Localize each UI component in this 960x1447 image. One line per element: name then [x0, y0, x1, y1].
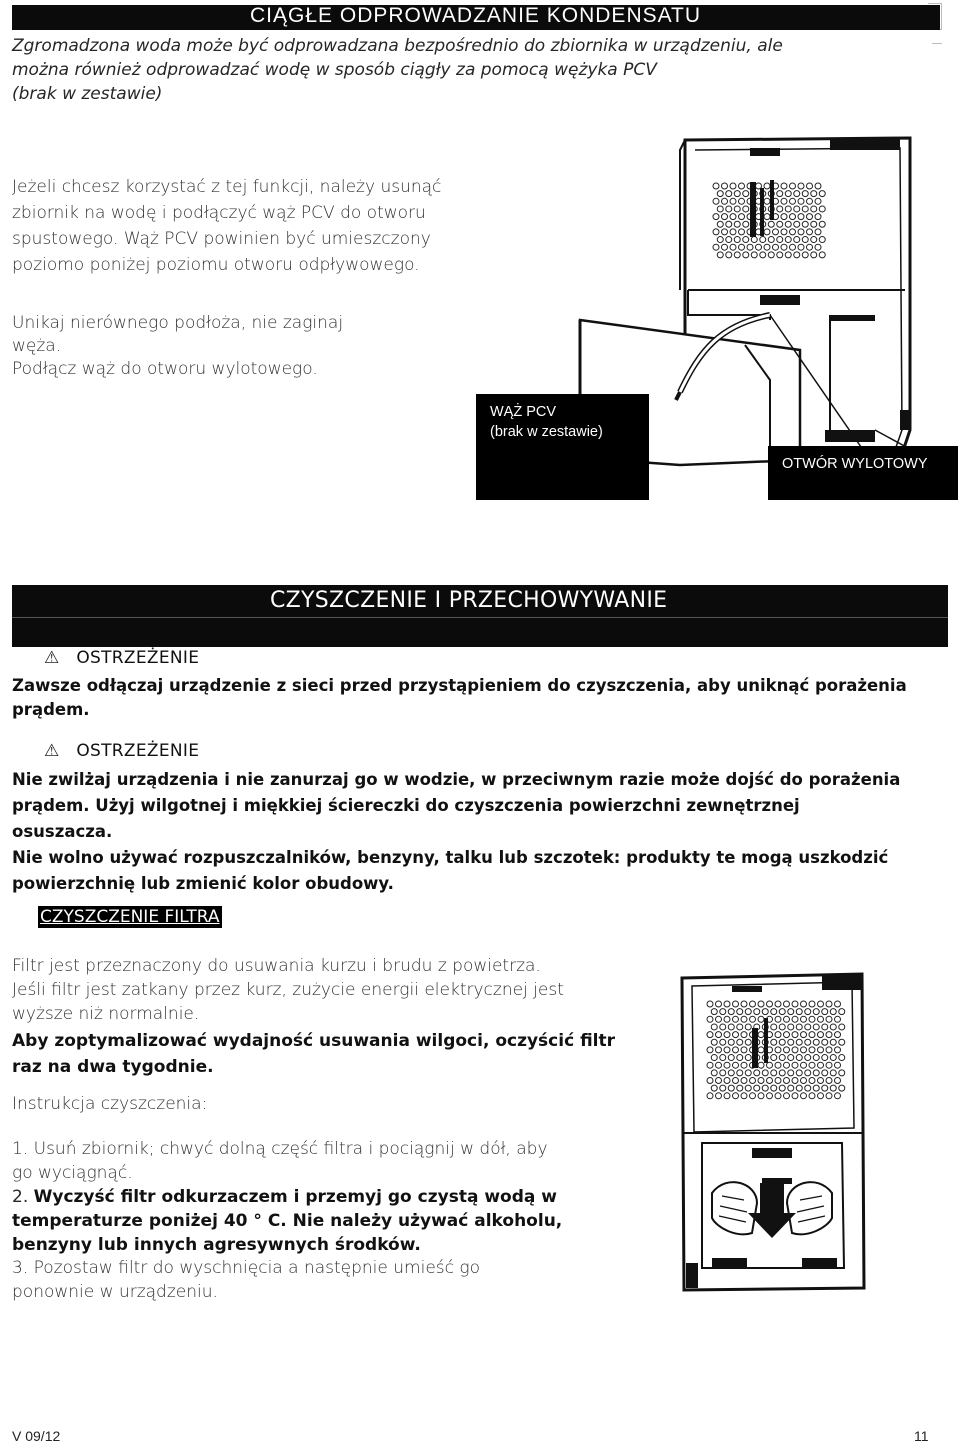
text-line: (brak w zestawie)	[12, 84, 163, 104]
page-number: 11	[914, 1428, 929, 1444]
text-line: Jeżeli chcesz korzystać z tej funkcji, należy usunąć	[12, 177, 442, 197]
text-line: benzyny lub innych agresywnych środków.	[12, 1235, 421, 1255]
hose-warning-paragraph	[12, 312, 343, 381]
text-line: poziomo poniżej poziomu otworu odpływowego.	[12, 255, 420, 275]
step-3	[12, 1256, 480, 1304]
text-line: Zgromadzona woda może być odprowadzana bezpośrednio do zbiornika w urządzeniu, ale	[12, 36, 783, 56]
warning-heading	[44, 741, 199, 761]
text-line: WĄŻ PCV	[490, 404, 557, 420]
text-line: go wyciągnąć.	[12, 1163, 133, 1183]
document-version: V 09/12	[12, 1428, 61, 1444]
text-line: węża.	[12, 336, 62, 356]
text-line: Jeśli filtr jest zatkany przez kurz, zużycie energii elektrycznej jest	[12, 980, 564, 1000]
text-line: prądem. Użyj wilgotnej i miękkiej ściereczki do czyszczenia powierzchni zewnętrznej	[12, 796, 800, 815]
text-line: Wyczyść filtr odkurzaczem i przemyj go czystą wodą w	[33, 1187, 557, 1207]
instructions-title: Instrukcja czyszczenia:	[12, 1094, 208, 1114]
text-line: Aby zoptymalizować wydajność usuwania wilgoci, oczyścić filtr	[12, 1031, 616, 1051]
text-line: ponownie w urządzeniu.	[12, 1282, 218, 1302]
warning-icon: ⚠	[44, 741, 60, 761]
warning-heading	[44, 648, 199, 668]
intro-paragraph	[12, 34, 783, 106]
text-line: OTWÓR WYLOTOWY	[782, 456, 928, 472]
text-line: spustowego. Wąż PCV powinien być umieszczony	[12, 229, 431, 249]
text-line: zbiornik na wodę i podłączyć wąż PCV do otworu	[12, 203, 426, 223]
step-2	[12, 1185, 562, 1257]
text-line: powierzchnię lub zmienić kolor obudowy.	[12, 874, 394, 893]
text-line: prądem.	[12, 700, 90, 719]
dehumidifier-filter-illustration	[672, 968, 872, 1308]
hose-instruction-paragraph	[12, 174, 441, 278]
warning-icon: ⚠	[44, 648, 60, 668]
text-line: raz na dwa tygodnie.	[12, 1057, 214, 1077]
text-line: Nie wolno używać rozpuszczalników, benzyny, talku lub szczotek: produkty te mogą uszkodzić	[12, 848, 889, 867]
hose-label	[476, 394, 649, 500]
step-number: 2.	[12, 1187, 34, 1207]
section-title-condensate: CIĄGŁE ODPROWADZANIE KONDENSATU	[250, 4, 702, 27]
filter-cleaning-heading: CZYSZCZENIE FILTRA	[40, 907, 220, 927]
warning-title: OSTRZEŻENIE	[76, 648, 200, 668]
warning-text	[12, 674, 907, 722]
text-line: można również odprowadzać wodę w sposób ciągły za pomocą wężyka PCV	[12, 60, 657, 80]
text-line: Zawsze odłączaj urządzenie z sieci przed przystąpieniem do czyszczenia, aby uniknąć porażenia	[12, 676, 907, 695]
text-line: temperaturze poniżej 40 ° C. Nie należy używać alkoholu,	[12, 1211, 563, 1231]
text-line: 3. Pozostaw filtr do wyschnięcia a następnie umieść go	[12, 1258, 480, 1278]
divider	[12, 617, 948, 618]
outlet-label	[768, 446, 958, 500]
text-line: Filtr jest przeznaczony do usuwania kurzu i brudu z powietrza.	[12, 956, 541, 976]
warning-title: OSTRZEŻENIE	[76, 741, 200, 761]
text-line: Podłącz wąż do otworu wylotowego.	[12, 359, 318, 379]
warning-text	[12, 767, 900, 897]
filter-intro	[12, 954, 564, 1026]
text-line: (brak w zestawie)	[490, 424, 603, 440]
text-line: wyższe niż normalnie.	[12, 1004, 200, 1024]
divider	[932, 43, 942, 44]
section-title-cleaning: CZYSZCZENIE I PRZECHOWYWANIE	[270, 588, 668, 613]
step-1	[12, 1137, 548, 1185]
filter-recommendation	[12, 1028, 615, 1080]
text-line: 1. Usuń zbiornik; chwyć dolną część filtra i pociągnij w dół, aby	[12, 1139, 548, 1159]
text-line: osuszacza.	[12, 822, 113, 841]
text-line: Unikaj nierównego podłoża, nie zaginaj	[12, 313, 344, 333]
text-line: Nie zwilżaj urządzenia i nie zanurzaj go w wodzie, w przeciwnym razie może dojść do porażenia	[12, 770, 901, 789]
